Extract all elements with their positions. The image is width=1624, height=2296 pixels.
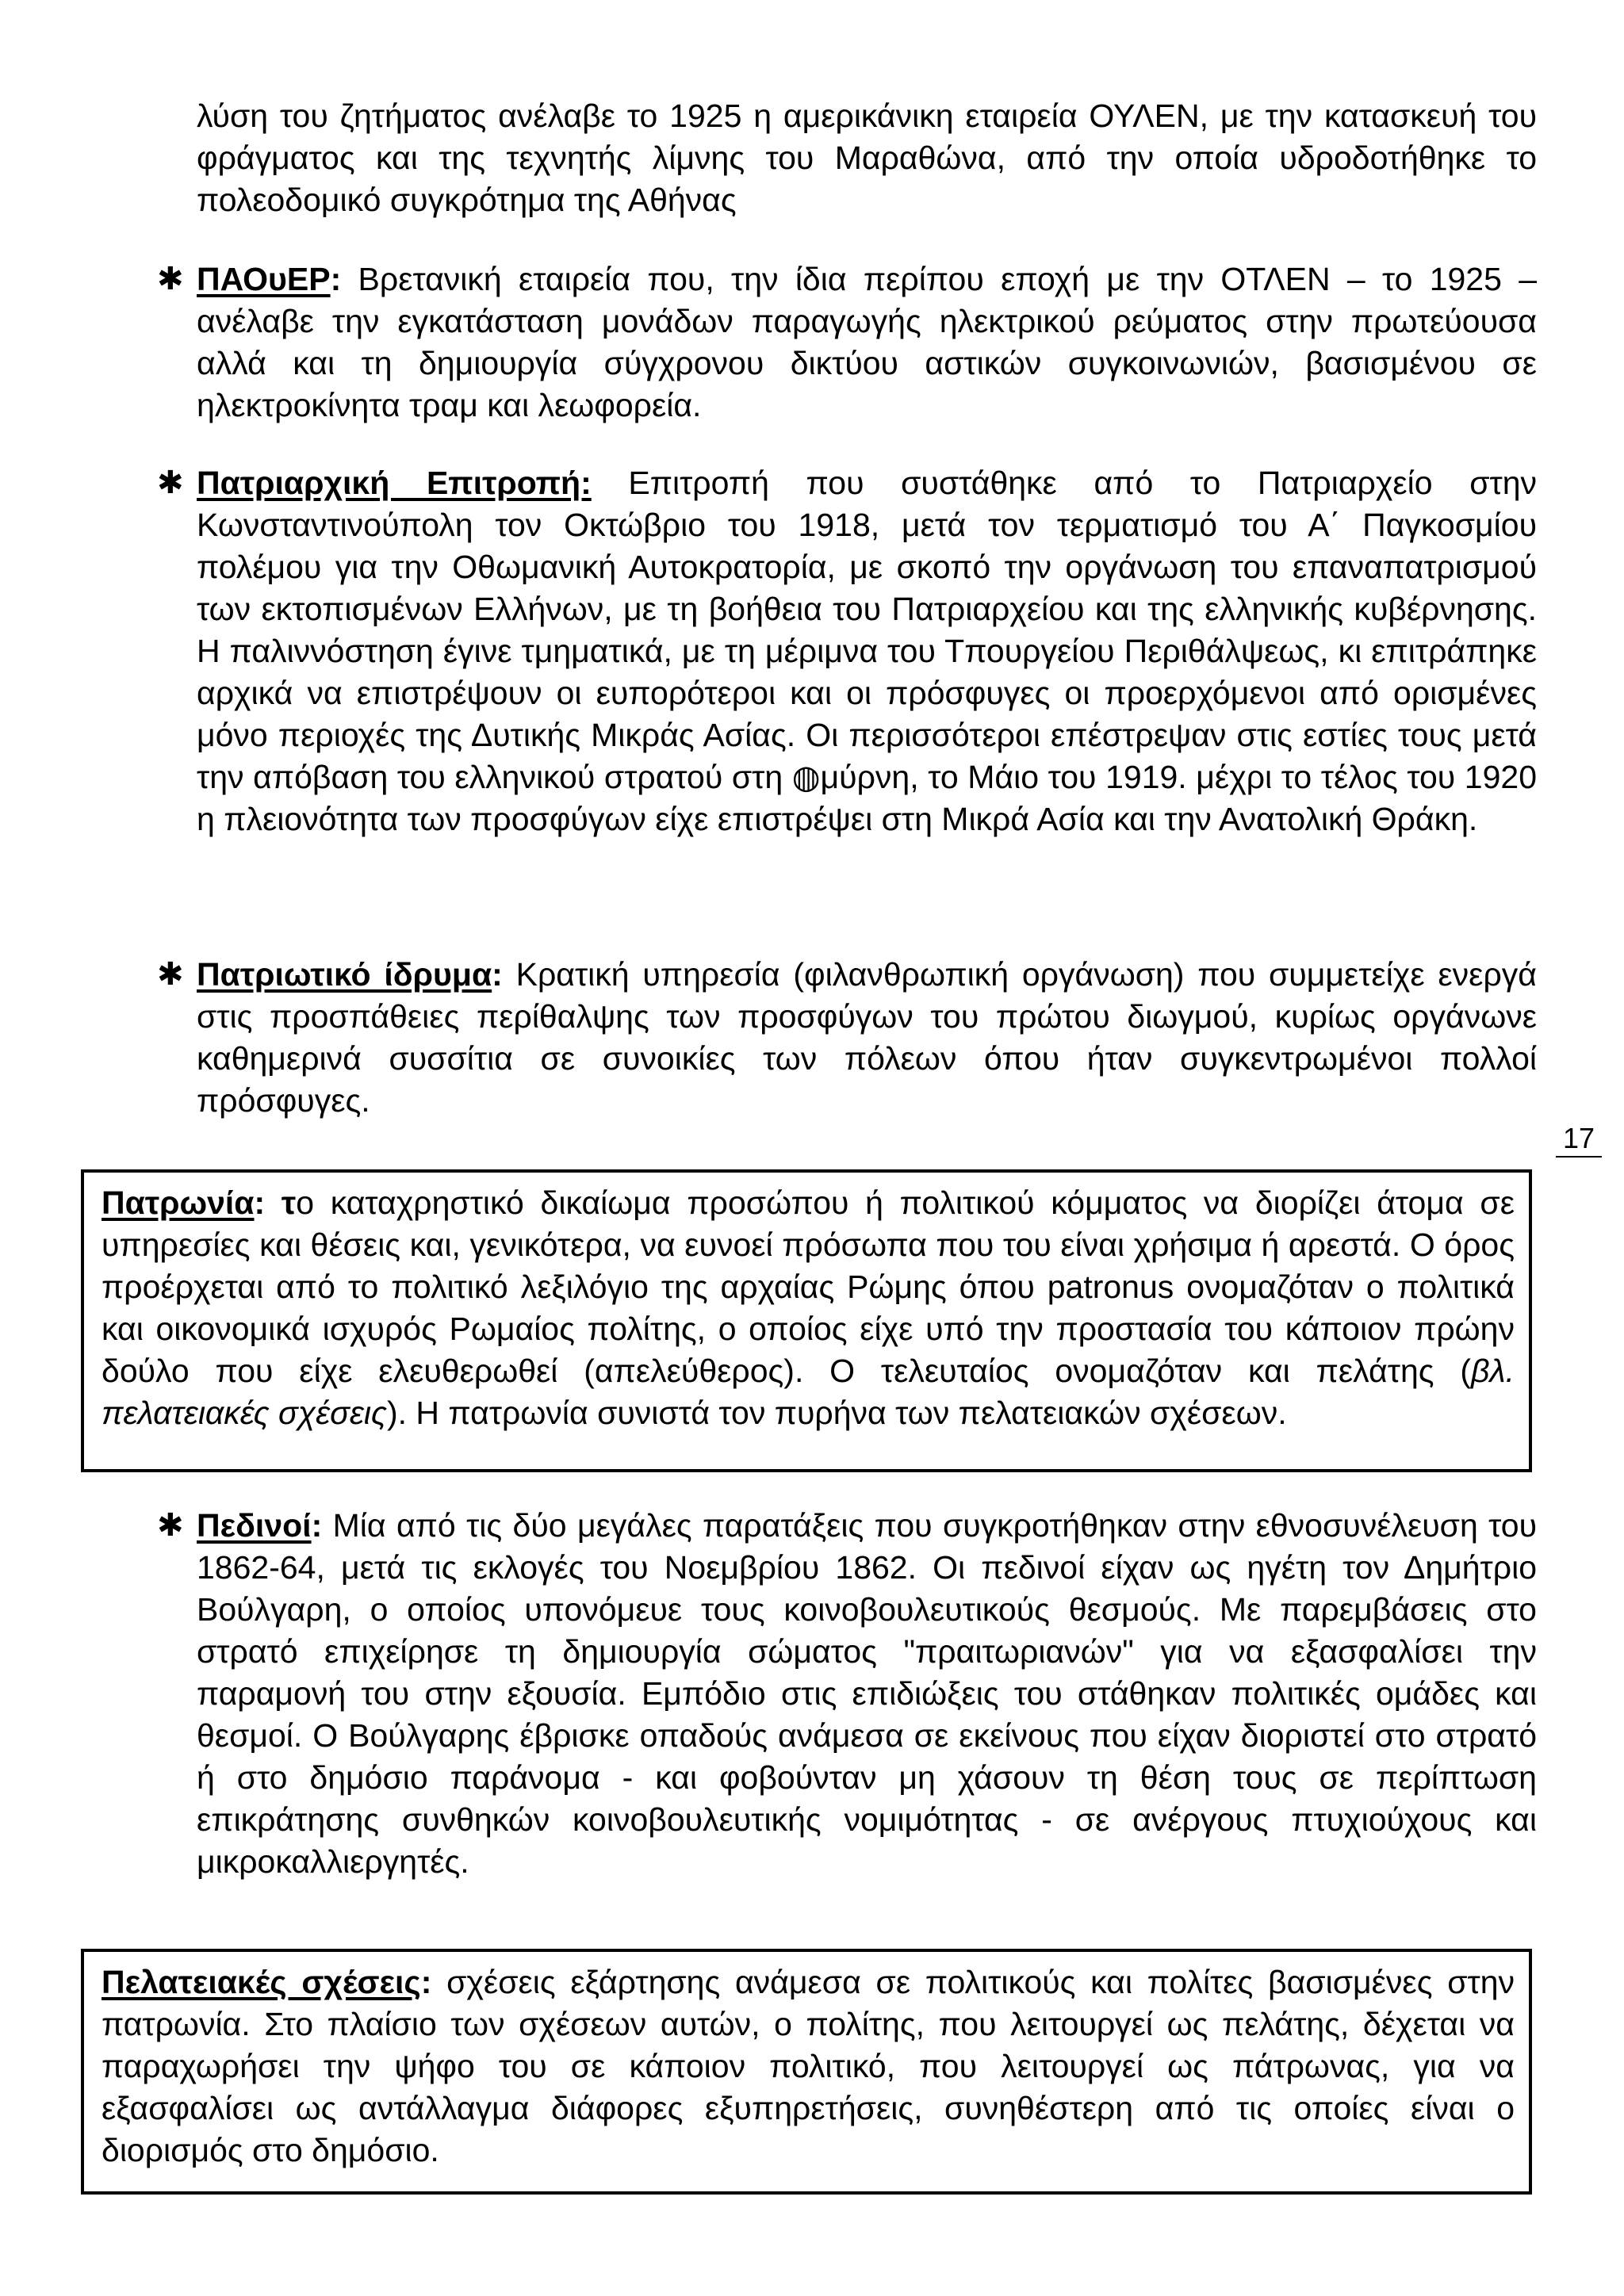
- intro-text: λύση του ζητήματος ανέλαβε το 1925 η αμερικάνικη εταιρεία ΟΥΛΕΝ, με την κατασκευή του φράγματος και της τεχνητής λίμνης του Μαραθώνα, από την οποία υδροδοτήθηκε το πολεοδομικό συγκρότημα της Αθήνας: [197, 98, 1537, 218]
- entry-term: Πατριωτικό ίδρυμα: [197, 956, 492, 993]
- bullet-icon: ✱: [157, 262, 184, 297]
- entry-definition: Μία από τις δύο μεγάλες παρατάξεις που συγκροτήθηκαν στην εθνοσυνέλευση του 1862-64, μετά τις εκλογές του Νοεμβρίου 1862. Οι πεδινοί είχαν ως ηγέτη τον Δημήτριο Βούλγαρη, ο οποίος υπονόμευε τους κοινοβουλευτικούς θεσμούς. Με παρεμβάσεις στο στρατό επιχείρησε τη δημιουργία σώματος "πραιτωριανών" για να εξασφαλίσει την παραμονή του στην εξουσία. Εμπόδιο στις επιδιώξεις του στάθηκαν πολιτικές ομάδες και θεσμοί. Ο Βούλγαρης έβρισκε οπαδούς ανάμεσα σε εκείνους που είχαν διοριστεί στο στρατό ή στο δημόσιο παράνομα - και φοβούνταν μη χάσουν τη θέση τους σε περίπτωση επικράτησης συνθηκών κοινοβουλευτικής νομιμότητας - σε ανέργους πτυχιούχους και μικροκαλλιεργητές.: [197, 1507, 1537, 1880]
- page-number: 17: [1556, 1121, 1602, 1158]
- entry-term: ΠΑΟυΕΡ: [197, 261, 331, 297]
- cross-reference: βλ. πελατειακές σχέσεις: [102, 1353, 1515, 1431]
- intro-paragraph: [197, 95, 1537, 221]
- entry-patriotiko-idryma: Πατριωτικό ίδρυμα: Κρατική υπηρεσία (φιλανθρωπική οργάνωση) που συμμετείχε ενεργά στις προσπάθειες περίθαλψης των προσφύγων του πρώτου διωγμού, κυρίως οργάνωνε καθημερινά συσσίτια σε συνοικίες των πόλεων όπου ήταν συγκεντρωμένοι πολλοί πρόσφυγες.: [197, 956, 1537, 1119]
- box-term: Πελατειακές σχέσεις: [102, 1964, 421, 2000]
- entry-definition: Κρατική υπηρεσία (φιλανθρωπική οργάνωση) που συμμετείχε ενεργά στις προσπάθειες περίθαλψης των προσφύγων του πρώτου διωγμού, κυρίως οργάνωνε καθημερινά συσσίτια σε συνοικίες των πόλεων όπου ήταν συγκεντρωμένοι πολλοί πρόσφυγες.: [197, 956, 1537, 1119]
- definition-box-patronia: Πατρωνία: το καταχρηστικό δικαίωμα προσώπου ή πολιτικού κόμματος να διορίζει άτομα σε υπηρεσίες και θέσεις και, γενικότερα, να ευνοεί πρόσωπα που του είναι χρήσιμα ή αρεστά. Ο όρος προέρχεται από το πολιτικό λεξιλόγιο της αρχαίας Ρώμης όπου patronus ονομαζόταν ο πολιτικά και οικονομικά ισχυρός Ρωμαίος πολίτης, ο οποίος είχε υπό την προστασία του κάποιον πρώην δούλο που είχε ελευθερωθεί (απελεύθερος). Ο τελευταίος ονομαζόταν και πελάτης (βλ. πελατειακές σχέσεις). Η πατρωνία συνιστά τον πυρήνα των πελατειακών σχέσεων.: [81, 1169, 1532, 1472]
- entry-definition: Επιτροπή που συστάθηκε από το Πατριαρχείο στην Κωνσταντινούπολη τον Οκτώβριο του 1918, μετά τον τερματισμό του Α΄ Παγκοσμίου πολέμου για την Οθωμανική Αυτοκρατορία, με σκοπό την οργάνωση του επαναπατρισμού των εκτοπισμένων Ελλήνων, με τη βοήθεια του Πατριαρχείου και της ελληνικής κυβέρνησης. Η παλιννόστηση έγινε τμηματικά, με τη μέριμνα του Τπουργείου Περιθάλψεως, κι επιτράπηκε αρχικά να επιστρέψουν οι ευπορότεροι και οι πρόσφυγες οι προερχόμενοι από ορισμένες μόνο περιοχές της Δυτικής Μικράς Ασίας. Οι περισσότεροι επέστρεψαν στις εστίες τους μετά την απόβαση του ελληνικού στρατού στη ◍μύρνη, το Μάιο του 1919. μέχρι το τέλος του 1920 η πλειονότητα των προσφύγων είχε επιστρέψει στη Μικρά Ασία και την Ανατολική Θράκη.: [197, 465, 1537, 837]
- bullet-icon: ✱: [157, 1508, 184, 1543]
- bullet-icon: ✱: [157, 465, 184, 500]
- entry-pedinoi: Πεδινοί: Μία από τις δύο μεγάλες παρατάξεις που συγκροτήθηκαν στην εθνοσυνέλευση του 1862-64, μετά τις εκλογές του Νοεμβρίου 1862. Οι πεδινοί είχαν ως ηγέτη τον Δημήτριο Βούλγαρη, ο οποίος υπονόμευε τους κοινοβουλευτικούς θεσμούς. Με παρεμβάσεις στο στρατό επιχείρησε τη δημιουργία σώματος "πραιτωριανών" για να εξασφαλίσει την παραμονή του στην εξουσία. Εμπόδιο στις επιδιώξεις του στάθηκαν πολιτικές ομάδες και θεσμοί. Ο Βούλγαρης έβρισκε οπαδούς ανάμεσα σε εκείνους που είχαν διοριστεί στο στρατό ή στο δημόσιο παράνομα - και φοβούνταν μη χάσουν τη θέση τους σε περίπτωση επικράτησης συνθηκών κοινοβουλευτικής νομιμότητας - σε ανέργους πτυχιούχους και μικροκαλλιεργητές.: [197, 1507, 1537, 1880]
- bullet-icon: ✱: [157, 957, 184, 992]
- entry-patriarchiki-epitropi: [197, 462, 1537, 840]
- entry-paouer: ΠΑΟυΕΡ: Βρετανική εταιρεία που, την ίδια περίπου εποχή με την ΟΤΛΕΝ – το 1925 – ανέλαβε την εγκατάσταση μονάδων παραγωγής ηλεκτρικού ρεύματος στην πρωτεύουσα αλλά και τη δημιουργία σύγχρονου δικτύου αστικών συγκοινωνιών, βασισμένου σε ηλεκτροκίνητα τραμ και λεωφορεία.: [197, 261, 1537, 423]
- box-term: Πατρωνία: [102, 1184, 255, 1221]
- entry-definition: Βρετανική εταιρεία που, την ίδια περίπου εποχή με την ΟΤΛΕΝ – το 1925 – ανέλαβε την εγκατάσταση μονάδων παραγωγής ηλεκτρικού ρεύματος στην πρωτεύουσα αλλά και τη δημιουργία σύγχρονου δικτύου αστικών συγκοινωνιών, βασισμένου σε ηλεκτροκίνητα τραμ και λεωφορεία.: [197, 261, 1537, 423]
- entry-term: Πεδινοί: [197, 1507, 312, 1544]
- definition-box-pelateiakes-sxeseis: Πελατειακές σχέσεις: σχέσεις εξάρτησης ανάμεσα σε πολιτικούς και πολίτες βασισμένες στην πατρωνία. Στο πλαίσιο των σχέσεων αυτών, ο πολίτης, που λειτουργεί ως πελάτης, δέχεται να παραχωρήσει την ψήφο του σε κάποιον πολιτικό, που λειτουργεί ως πάτρωνας, για να εξασφαλίσει ως αντάλλαγμα διάφορες εξυπηρετήσεις, συνηθέστερη από τις οποίες είναι ο διορισμός στο δημόσιο.: [81, 1949, 1532, 2195]
- entry-term: Πατριαρχική Επιτροπή:: [197, 465, 592, 501]
